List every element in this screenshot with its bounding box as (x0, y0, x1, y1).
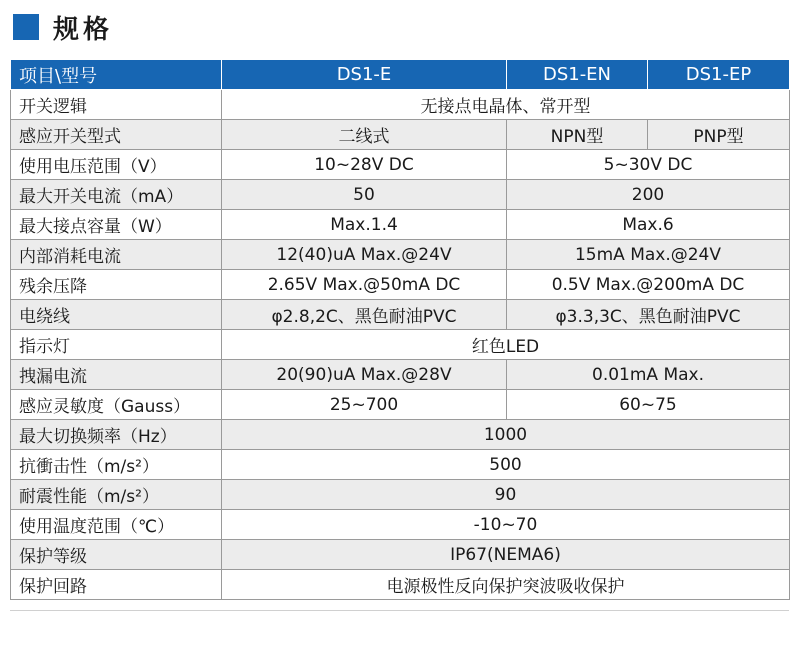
header-ds1-en: DS1-EN (507, 60, 648, 90)
row-value: 200 (507, 180, 790, 210)
row-value: 20(90)uA Max.@28V (222, 360, 507, 390)
row-residual-voltage (11, 270, 790, 300)
row-label: 开关逻辑 (11, 90, 222, 120)
row-value: 1000 (222, 420, 790, 450)
row-label: 内部消耗电流 (11, 240, 222, 270)
row-sensitivity (11, 390, 790, 420)
row-label: 保护回路 (11, 570, 222, 600)
row-value: -10~70 (222, 510, 790, 540)
row-voltage-range (11, 150, 790, 180)
header-item-model: 项目\型号 (11, 60, 222, 90)
row-shock-resistance (11, 450, 790, 480)
row-label: 保护等级 (11, 540, 222, 570)
row-value: 12(40)uA Max.@24V (222, 240, 507, 270)
row-value: 5~30V DC (507, 150, 790, 180)
row-value: 500 (222, 450, 790, 480)
row-value: Max.1.4 (222, 210, 507, 240)
row-value: φ3.3,3C、黑色耐油PVC (507, 300, 790, 330)
row-label: 残余压降 (11, 270, 222, 300)
row-value: 90 (222, 480, 790, 510)
row-value: 25~700 (222, 390, 507, 420)
row-vibration-resistance (11, 480, 790, 510)
row-value: 无接点电晶体、常开型 (222, 90, 790, 120)
row-cable (11, 300, 790, 330)
section-title: 规格 (53, 14, 114, 45)
row-value: NPN型 (507, 120, 648, 150)
row-label: 拽漏电流 (11, 360, 222, 390)
row-label: 最大切换频率（Hz） (11, 420, 222, 450)
row-value: 50 (222, 180, 507, 210)
row-value: 2.65V Max.@50mA DC (222, 270, 507, 300)
bottom-divider (10, 610, 789, 611)
header-row (11, 60, 790, 90)
section-heading (13, 9, 113, 45)
spec-table (10, 59, 790, 600)
row-label: 耐震性能（m/s²） (11, 480, 222, 510)
row-value: φ2.8,2C、黑色耐油PVC (222, 300, 507, 330)
row-protection-circuit (11, 570, 790, 600)
row-switch-logic (11, 90, 790, 120)
heading-marker (13, 14, 39, 40)
row-value: 红色LED (222, 330, 790, 360)
row-label: 感应开关型式 (11, 120, 222, 150)
row-label: 使用电压范围（V） (11, 150, 222, 180)
row-indicator (11, 330, 790, 360)
row-value: 电源极性反向保护突波吸收保护 (222, 570, 790, 600)
row-label: 抗衝击性（m/s²） (11, 450, 222, 480)
row-max-current (11, 180, 790, 210)
row-value: Max.6 (507, 210, 790, 240)
row-max-capacity (11, 210, 790, 240)
row-value: 10~28V DC (222, 150, 507, 180)
row-label: 使用温度范围（℃） (11, 510, 222, 540)
row-leakage-current (11, 360, 790, 390)
row-label: 指示灯 (11, 330, 222, 360)
row-protection-class (11, 540, 790, 570)
row-label: 感应灵敏度（Gauss） (11, 390, 222, 420)
row-value: 0.01mA Max. (507, 360, 790, 390)
row-value: 15mA Max.@24V (507, 240, 790, 270)
row-value: IP67(NEMA6) (222, 540, 790, 570)
row-value: 0.5V Max.@200mA DC (507, 270, 790, 300)
row-label: 最大开关电流（mA） (11, 180, 222, 210)
row-value: PNP型 (648, 120, 790, 150)
row-value: 60~75 (507, 390, 790, 420)
row-max-frequency (11, 420, 790, 450)
row-switch-type (11, 120, 790, 150)
row-label: 最大接点容量（W） (11, 210, 222, 240)
row-temperature-range (11, 510, 790, 540)
header-ds1-ep: DS1-EP (648, 60, 790, 90)
header-ds1-e: DS1-E (222, 60, 507, 90)
row-value: 二线式 (222, 120, 507, 150)
row-consumption-current (11, 240, 790, 270)
row-label: 电绕线 (11, 300, 222, 330)
